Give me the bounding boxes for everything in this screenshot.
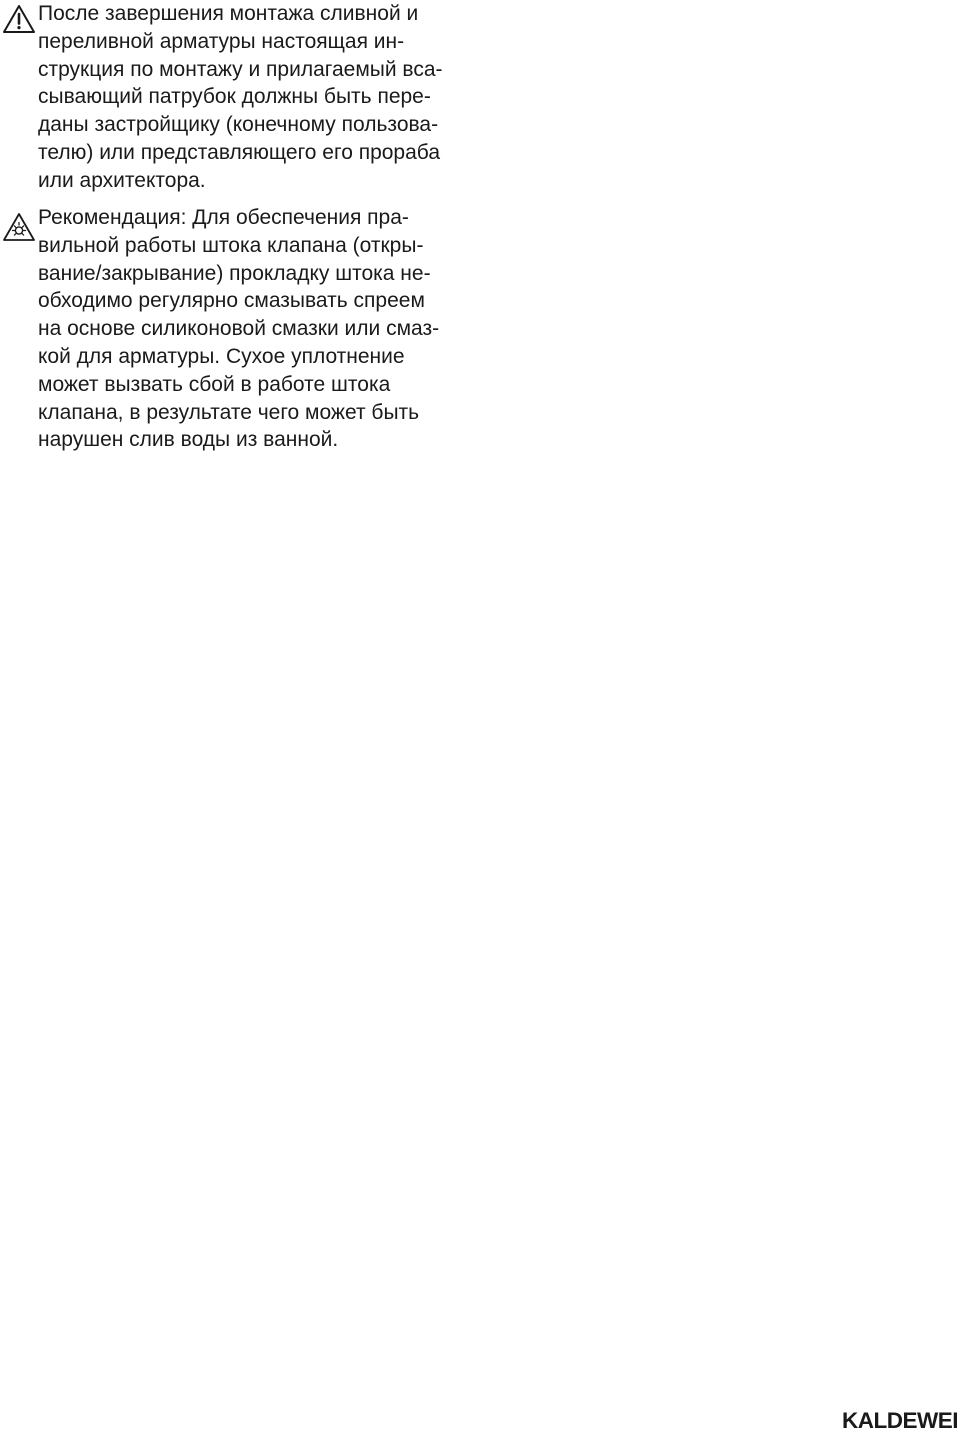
tip-line: Рекомендация: Для обеспечения пра-: [38, 206, 409, 229]
brand-wordmark: KALDEWEI: [842, 1408, 958, 1433]
tip-text: [38, 204, 439, 454]
warning-line: или архитектора.: [38, 168, 206, 192]
warning-text: [38, 0, 443, 195]
tip-line: кой для арматуры. Сухое уплотнение: [38, 344, 405, 368]
tip-line: вание/закрывание) прокладку штока не-: [38, 261, 431, 285]
tip-line: на основе силиконовой смазки или смаз-: [38, 317, 440, 341]
warning-line: струкция по монтажу и прилагаемый вса-: [38, 57, 443, 81]
tip-line: обходимо регулярно смазывать спреем: [38, 289, 425, 313]
kaldewei-logo: [840, 1407, 958, 1433]
lightbulb-triangle-icon: [2, 212, 36, 242]
tip-line: нарушен слив воды из ванной.: [38, 428, 339, 452]
warning-line: После завершения монтажа сливной и: [38, 2, 419, 25]
warning-line: даны застройщику (конечному пользова-: [38, 113, 439, 137]
tip-line: может вызвать сбой в работе штока: [38, 372, 391, 396]
warning-line: сывающий патрубок должны быть пере-: [38, 85, 431, 109]
tip-line: вильной работы штока клапана (откры-: [38, 233, 424, 257]
warning-line: переливной арматуры настоящая ин-: [38, 29, 405, 53]
warning-triangle-icon: [2, 4, 36, 34]
tip-line: клапана, в результате чего может быть: [38, 400, 420, 424]
warning-line: телю) или представляющего его прораба: [38, 140, 441, 164]
